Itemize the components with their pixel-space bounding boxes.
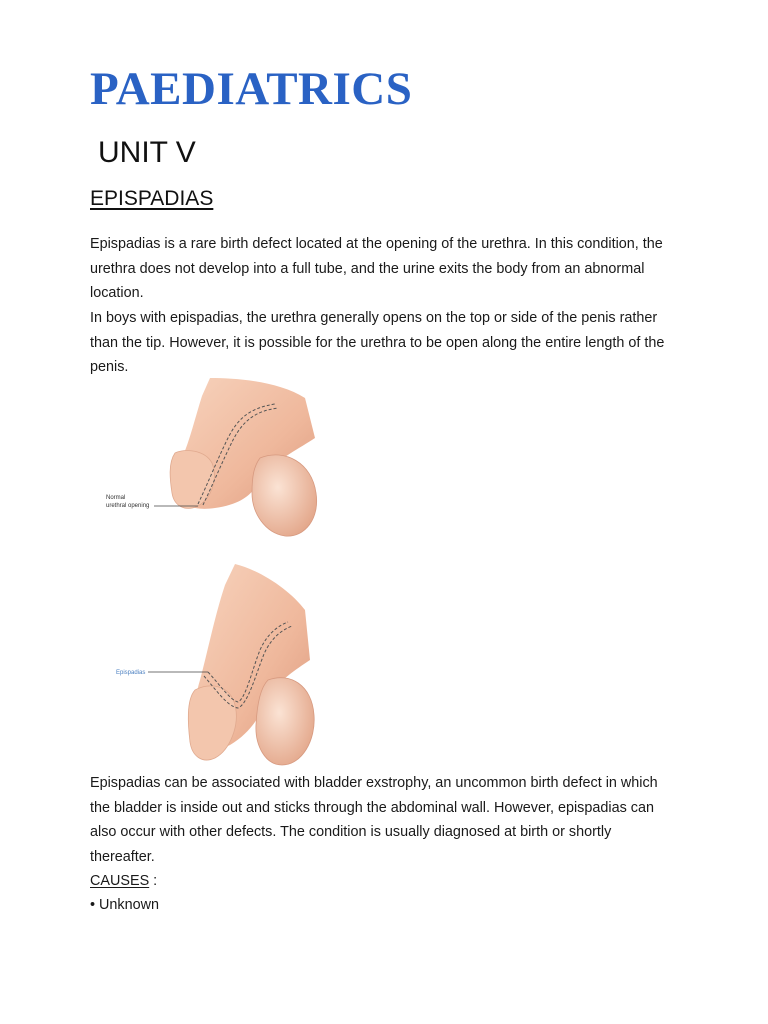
scrotum-shape-2 <box>256 678 314 765</box>
glans-shape-2 <box>188 686 236 760</box>
causes-heading <box>90 869 157 893</box>
unit-heading: UNIT V <box>98 136 196 169</box>
section-heading-epispadias: EPISPADIAS <box>90 187 214 210</box>
paragraph-definition: Epispadias is a rare birth defect located at the opening of the urethra. In this condition, the urethra does not develop into a full tube, and the urine exits the body from an abnormal location. <box>90 236 663 302</box>
figure-epispadias-anatomy <box>90 560 320 768</box>
normal-anatomy-illustration <box>90 378 320 540</box>
causes-separator: : <box>149 873 158 889</box>
scrotum-shape <box>252 455 317 536</box>
figure-normal-anatomy <box>90 378 320 540</box>
causes-list-item: • Unknown <box>90 897 160 913</box>
causes-label: CAUSES <box>90 873 150 889</box>
paragraph-boys: In boys with epispadias, the urethra generally opens on the top or side of the penis rather than the tip. However, it is possible for the urethra to be open along the entire length of the penis. <box>90 310 665 376</box>
paragraph-association: Epispadias can be associated with bladder exstrophy, an uncommon birth defect in which the bladder is inside out and sticks through the abdominal wall. However, epispadias can also occur with other defects. The condition is usually diagnosed at birth or shortly thereafter. <box>90 775 658 865</box>
epispadias-illustration <box>90 560 320 768</box>
document-title: PAEDIATRICS <box>90 63 413 115</box>
figure1-label-line2: urethral opening <box>106 503 150 509</box>
figure1-label-line1: Normal <box>106 495 126 501</box>
figure2-label: Epispadias <box>116 670 146 676</box>
